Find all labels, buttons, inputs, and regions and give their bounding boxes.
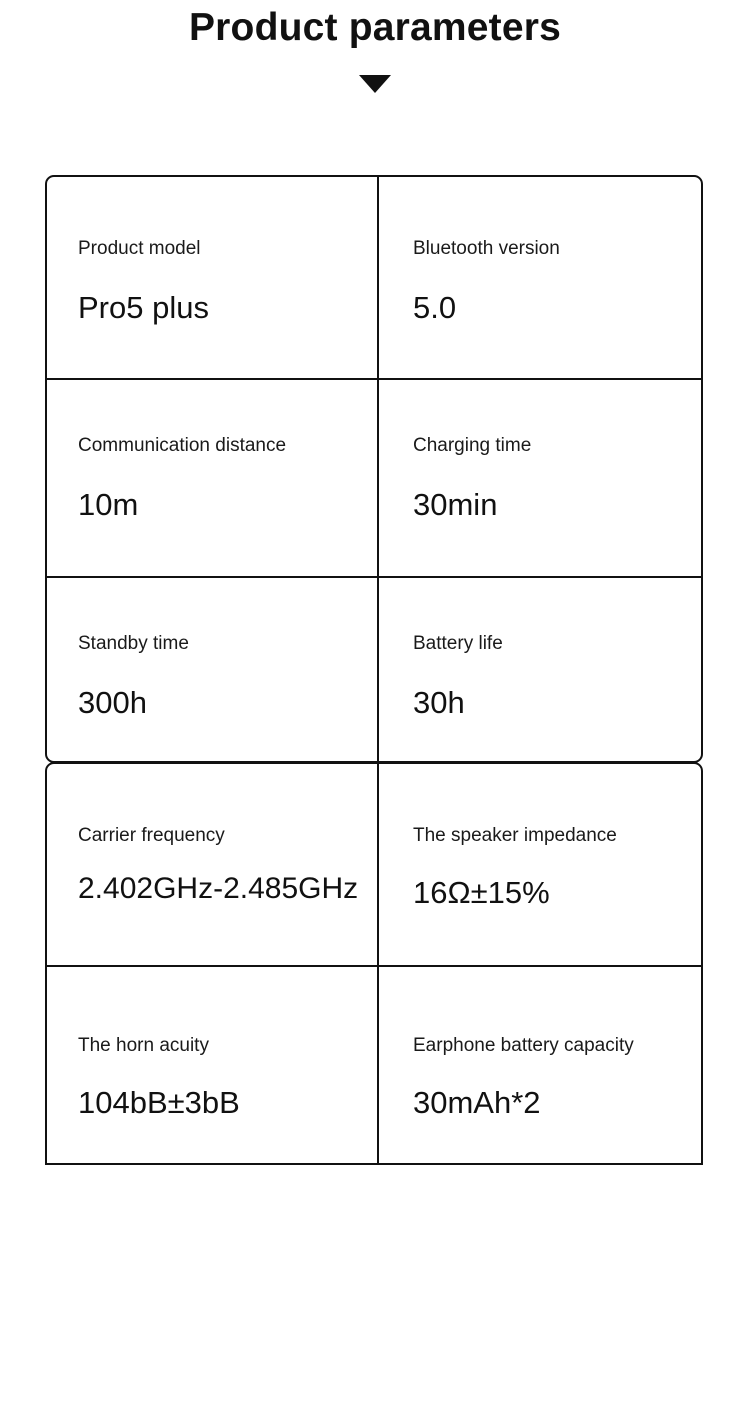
spec-value: 2.402GHz-2.485GHz (78, 872, 359, 905)
spec-value: 16Ω±15% (413, 875, 550, 910)
spec-label: Standby time (78, 633, 189, 654)
spec-value: 30min (413, 487, 498, 522)
spec-label: Earphone battery capacity (413, 1035, 634, 1056)
triangle-down-icon (359, 75, 391, 93)
spec-label: Charging time (413, 435, 532, 456)
spec-value: 30mAh*2 (413, 1085, 541, 1120)
spec-label: Communication distance (78, 435, 287, 456)
spec-value: Pro5 plus (78, 290, 209, 325)
column-divider (377, 177, 379, 761)
spec-label: The horn acuity (78, 1035, 209, 1056)
page-title: Product parameters (188, 6, 562, 49)
row-divider (47, 965, 701, 967)
row-divider (47, 576, 701, 578)
spec-label: The speaker impedance (413, 825, 617, 846)
spec-label: Product model (78, 238, 201, 259)
column-divider (377, 764, 379, 1163)
spec-table-primary (45, 175, 703, 763)
spec-label: Carrier frequency (78, 825, 225, 846)
spec-value: 104bB±3bB (78, 1085, 240, 1120)
spec-label: Bluetooth version (413, 238, 560, 259)
spec-value: 300h (78, 685, 147, 720)
spec-value: 10m (78, 487, 139, 522)
spec-value: 30h (413, 685, 465, 720)
spec-label: Battery life (413, 633, 503, 654)
spec-value: 5.0 (413, 290, 457, 325)
row-divider (47, 378, 701, 380)
spec-table-secondary (45, 762, 703, 1165)
